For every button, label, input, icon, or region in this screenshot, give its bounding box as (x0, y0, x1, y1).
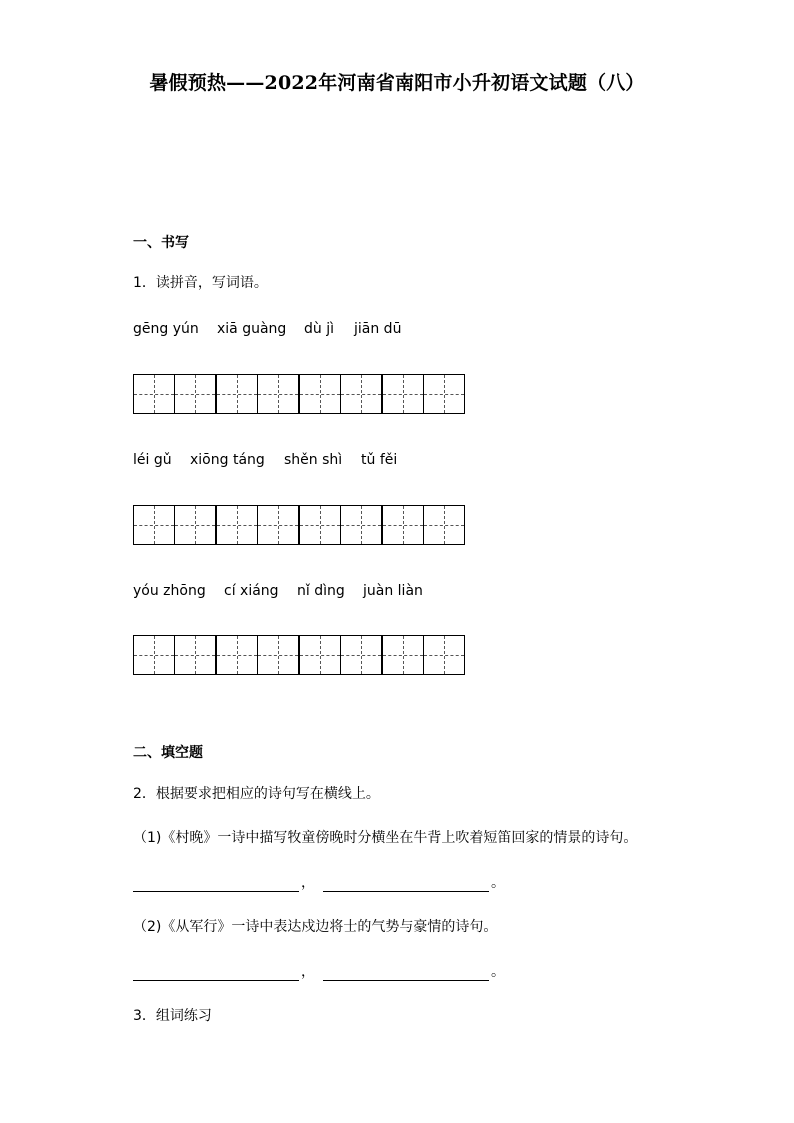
writing-grid-row-3 (133, 635, 465, 675)
period: 。 (491, 964, 505, 980)
pinyin-word: léi gǔ (133, 452, 172, 468)
pinyin-word: jiān dū (354, 321, 402, 337)
question-2-sub-2: （2)《从军行》一诗中表达戍边将士的气势与豪情的诗句。 (133, 919, 498, 935)
comma: ， (301, 875, 315, 891)
writing-cell[interactable] (174, 374, 216, 414)
question-2-prompt: 2．根据要求把相应的诗句写在横线上。 (133, 786, 380, 802)
page-title: 暑假预热——2022年河南省南阳市小升初语文试题（八） (149, 72, 645, 94)
pinyin-row-2 (133, 452, 533, 472)
writing-cell[interactable] (257, 635, 299, 675)
writing-cell[interactable] (340, 374, 382, 414)
writing-cell[interactable] (423, 635, 465, 675)
writing-cell[interactable] (423, 374, 465, 414)
writing-cell[interactable] (133, 505, 174, 545)
writing-cell[interactable] (382, 505, 423, 545)
writing-cell[interactable] (174, 505, 216, 545)
pinyin-word: dù jì (304, 321, 334, 337)
pinyin-row-3 (133, 583, 533, 603)
writing-cell[interactable] (382, 635, 423, 675)
answer-blank[interactable] (133, 875, 299, 892)
writing-grid-row-2 (133, 505, 465, 545)
writing-cell[interactable] (299, 635, 340, 675)
writing-cell[interactable] (340, 635, 382, 675)
answer-blank[interactable] (323, 964, 489, 981)
answer-line-1 (133, 872, 505, 892)
writing-cell[interactable] (216, 635, 257, 675)
pinyin-word: xiā guàng (217, 321, 287, 337)
answer-blank[interactable] (323, 875, 489, 892)
writing-cell[interactable] (257, 505, 299, 545)
writing-cell[interactable] (299, 374, 340, 414)
pinyin-word: nǐ dìng (297, 583, 345, 599)
answer-blank[interactable] (133, 964, 299, 981)
writing-cell[interactable] (340, 505, 382, 545)
pinyin-row-1 (133, 321, 533, 341)
question-1-prompt: 1．读拼音，写词语。 (133, 275, 268, 291)
writing-cell[interactable] (133, 635, 174, 675)
writing-cell[interactable] (299, 505, 340, 545)
question-2-sub-1: （1)《村晚》一诗中描写牧童傍晚时分横坐在牛背上吹着短笛回家的情景的诗句。 (133, 830, 638, 846)
pinyin-word: shěn shì (284, 452, 343, 468)
pinyin-word: juàn liàn (363, 583, 423, 599)
writing-grid-row-1 (133, 374, 465, 414)
pinyin-word: xiōng táng (190, 452, 265, 468)
writing-cell[interactable] (133, 374, 174, 414)
pinyin-word: gēng yún (133, 321, 199, 337)
section-heading-fill-in: 二、填空题 (133, 745, 203, 761)
answer-line-2 (133, 961, 505, 981)
section-heading-writing: 一、书写 (133, 235, 189, 251)
writing-cell[interactable] (257, 374, 299, 414)
writing-cell[interactable] (216, 505, 257, 545)
writing-cell[interactable] (174, 635, 216, 675)
period: 。 (491, 875, 505, 891)
pinyin-word: yóu zhōng (133, 583, 206, 599)
question-3-prompt: 3．组词练习 (133, 1008, 212, 1024)
comma: ， (301, 964, 315, 980)
writing-cell[interactable] (216, 374, 257, 414)
writing-cell[interactable] (423, 505, 465, 545)
pinyin-word: cí xiáng (224, 583, 279, 599)
pinyin-word: tǔ fěi (361, 452, 398, 468)
writing-cell[interactable] (382, 374, 423, 414)
